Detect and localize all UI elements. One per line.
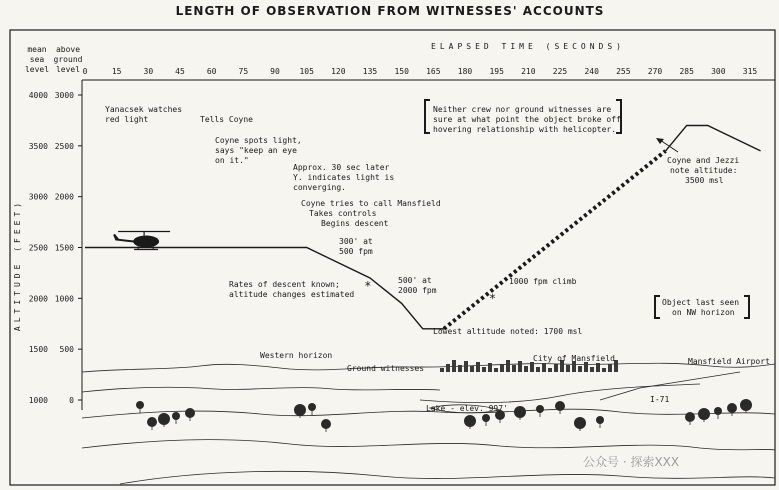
label-city-mansfield: City of Mansfield [533,354,615,363]
note-approx-30-line: Approx. 30 sec later [293,163,390,172]
msl-tick-labels [29,91,48,405]
agl-header-line: level [55,65,81,74]
agl-tick-label: 1500 [54,243,74,253]
x-tick-label: 60 [206,67,217,76]
figure-title: LENGTH OF OBSERVATION FROM WITNESSES' ACCOUNTS [175,4,605,18]
label-mansfield-airport: Mansfield Airport [688,357,770,366]
building-mark [542,363,546,372]
building-mark [482,367,486,372]
x-tick-label: 105 [299,67,314,76]
note-neither-line: hovering relationship with helicopter. [433,125,617,134]
note-climb: 1000 fpm climb [509,277,577,286]
building-mark [584,362,588,372]
x-tick-label: 150 [394,67,409,76]
building-mark [512,365,516,372]
note-yanacsek-line: red light [105,115,149,124]
building-mark [506,360,510,372]
note-rates-known-line: Rates of descent known; [229,280,340,289]
note-coyne-jezzi-line: Coyne and Jezzi [667,156,740,165]
building-mark [464,361,468,372]
x-tick-label: 300 [711,67,726,76]
label-i71: I-71 [650,395,670,404]
note-rates-known-line: altitude changes estimated [229,290,355,299]
building-mark [500,364,504,372]
flight-path-segment [666,126,761,151]
agl-header-line: above [55,45,81,54]
msl-tick-label: 1500 [28,345,48,355]
msl-tick-label: 3000 [28,192,48,202]
flight-path [85,126,761,329]
x-tick-label: 120 [331,67,346,76]
x-tick-label: 75 [238,67,249,76]
x-tick-label: 195 [489,67,504,76]
building-mark [494,368,498,372]
note-tells-coyne: Tells Coyne [200,115,253,124]
x-tick-label: 0 [82,67,88,76]
note-rate-500-line: 500' at [398,276,432,285]
note-coyne-tries-line: Takes controls [309,209,377,218]
building-mark [488,363,492,372]
note-coyne-spots-line: on it." [215,156,249,165]
building-mark [536,367,540,372]
note-coyne-jezzi-line: note altitude: [670,166,738,175]
building-mark [566,365,570,372]
x-tick-label: 45 [175,67,185,76]
note-coyne-tries-line: Coyne tries to call Mansfield [301,199,441,208]
msl-tick-label: 3500 [28,141,48,151]
building-mark [554,364,558,372]
msl-tick-label: 1000 [28,396,48,405]
climb-path-dotted [444,151,666,329]
x-tick-label: 135 [362,67,378,76]
horizon-line [82,363,775,372]
msl-header-line: level [24,65,50,74]
note-coyne-tries-line: Begins descent [321,219,389,228]
building-mark [446,364,450,372]
note-approx-30-line: Y. indicates light is [293,173,395,182]
agl-tick-label: 2500 [54,141,74,151]
building-mark [608,364,612,372]
watermark: 公众号 · 探索XXX [583,455,680,469]
x-tick-label: 165 [426,67,441,76]
asterisk-marker: * [364,279,372,294]
x-tick-label: 240 [584,67,599,76]
note-coyne-jezzi-line: 3500 msl [685,176,724,185]
note-lowest: Lowest altitude noted: 1700 msl [433,327,583,336]
building-mark [518,361,522,372]
msl-tick-label: 2500 [28,243,48,253]
building-mark [524,366,528,372]
msl-header-line: mean [27,45,47,54]
y-axis-title: ALTITUDE (FEET) [13,198,22,332]
agl-tick-label: 2000 [54,192,74,202]
plot-frame [10,30,775,485]
x-tick-label: 210 [521,67,536,76]
x-tick-label: 255 [616,67,631,76]
note-approx-30-line: converging. [293,183,346,192]
x-tick-label: 285 [679,67,694,76]
x-tick-label: 30 [143,67,154,76]
msl-tick-label: 2000 [28,294,48,304]
note-last-seen-line: Object last seen [662,298,740,307]
agl-tick-labels [55,91,82,405]
building-mark [440,368,444,372]
note-coyne-spots-line: says "keep an eye [215,146,297,155]
hill-ridge-4 [120,471,775,484]
agl-tick-label: 1000 [54,294,74,304]
note-neither-line: Neither crew nor ground witnesses are [433,105,612,114]
msl-header-line: sea [29,55,45,64]
building-mark [458,365,462,372]
building-mark [578,366,582,372]
building-mark [602,368,606,372]
x-tick-label: 15 [111,67,122,76]
note-coyne-spots-line: Coyne spots light, [215,136,302,145]
building-mark [596,363,600,372]
x-tick-labels [83,67,758,76]
building-mark [452,360,456,372]
agl-tick-label: 3000 [54,91,74,100]
agl-header-line: ground [53,55,83,64]
note-rate-300-line: 300' at [339,237,373,246]
note-neither-line: sure at what point the object broke off [433,115,621,124]
label-ground-witnesses: Ground witnesses [347,364,425,373]
x-tick-label: 90 [270,67,280,76]
x-tick-label: 315 [742,67,758,76]
x-tick-label: 225 [552,67,568,76]
building-mark [530,362,534,372]
interstate-line [600,372,740,400]
building-mark [470,366,474,372]
msl-header [25,45,49,74]
agl-header [54,45,83,74]
building-mark [548,368,552,372]
hill-ridge-3 [82,440,775,450]
label-lake: Lake - elev. 997' [426,404,508,413]
note-rate-500-line: 2000 fpm [398,286,437,295]
note-yanacsek-line: Yanacsek watches [105,105,183,114]
agl-tick-label: 0 [69,396,74,405]
asterisk-marker: * [488,291,497,306]
x-tick-label: 270 [647,67,663,76]
building-mark [590,367,594,372]
hill-ridge-1 [82,387,440,392]
note-last-seen-line: on NW horizon [672,308,735,317]
x-axis-title: ELAPSED TIME (SECONDS) [431,42,625,51]
building-mark [476,362,480,372]
label-western-horizon: Western horizon [260,351,333,360]
msl-tick-label: 4000 [28,91,48,100]
note-rate-300-line: 500 fpm [339,247,373,256]
agl-tick-label: 500 [59,345,74,355]
x-tick-label: 180 [457,67,473,76]
